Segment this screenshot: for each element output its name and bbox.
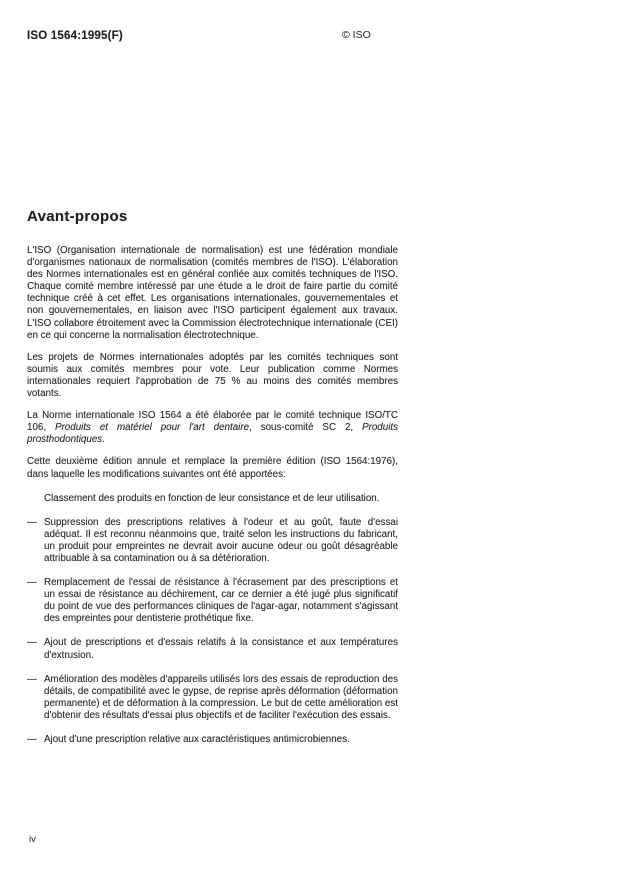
- paragraph-committee: [27, 410, 398, 446]
- paragraph-iso-intro: [27, 245, 398, 342]
- document-reference: ISO 1564:1995(F): [27, 30, 123, 42]
- list-item: [27, 577, 398, 625]
- foreword-section: [27, 207, 398, 758]
- text-segment: , sous-comité SC 2,: [249, 422, 363, 434]
- list-item-text: Ajout d'une prescription relative aux caractéristiques antimicrobiennes.: [44, 734, 350, 745]
- text-segment-italic: Produits et matériel pour l'art dentaire: [55, 422, 250, 434]
- copyright-notice: © ISO: [342, 29, 371, 41]
- list-item-text: Ajout de prescriptions et d'essais relatifs à la consistance et aux températures d'extrusion.: [44, 637, 398, 661]
- list-item-text: Classement des produits en fonction de leur consistance et de leur utilisation.: [44, 492, 380, 504]
- page-number: iv: [29, 834, 36, 845]
- section-title: Avant-propos: [27, 208, 128, 225]
- paragraph-vote: [27, 352, 398, 400]
- list-dash: —: [27, 734, 37, 745]
- text-segment: .: [102, 434, 105, 446]
- text-segment: L'ISO (Organisation internationale de normalisation) est une fédération mondiale d'organismes nationaux de normalisation (comités membres de l'ISO). L'élaboration des Normes internationales est en général confiée aux comités techniques de l'ISO. Chaque comité membre intéressé par une étude a le droit de faire partie du comité technique créé à cet effet. Les organisations internationales, gouvernementales et non gouvernementales, en liaison avec l'ISO participent également aux travaux. L'ISO collabore étroitement avec la Commission électrotechnique internationale (CEI) en ce qui concerne la normalisation électrotechnique.: [27, 245, 398, 341]
- list-item: [27, 637, 398, 661]
- list-dash: [27, 493, 44, 505]
- list-item-text: Remplacement de l'essai de résistance à l'écrasement par des prescriptions et un essai de résistance au déchirement, car ce dernier a été jugé plus significatif du point de vue des performances cliniques de l'agar-agar, notamment s'agissant des empreintes pour dentisterie prothétique fixe.: [44, 577, 398, 625]
- list-item: [27, 674, 398, 722]
- list-dash: —: [27, 516, 37, 528]
- list-dash: —: [27, 673, 37, 685]
- list-dash: —: [27, 577, 37, 589]
- paragraph-second-edition: [27, 456, 398, 480]
- list-item: [27, 734, 398, 746]
- text-segment-italic: Produits prosthodontiques: [27, 422, 399, 446]
- text-segment: Cette deuxième édition annule et remplace la première édition (ISO 1564:1976), dans laquelle les modifications suivantes ont été apportées:: [27, 456, 398, 480]
- list-item-text: Suppression des prescriptions relatives à l'odeur et au goût, faute d'essai adéquat. Il est reconnu néanmoins que, traité selon les instructions du fabricant, un produit pour empreintes ne devrait avoir aucune odeur ou goût désagréable attribuable à sa contamination ou à sa détérioration.: [44, 516, 398, 564]
- list-dash: —: [27, 637, 37, 649]
- list-item: [27, 517, 398, 565]
- list-item-text: Amélioration des modèles d'appareils utilisés lors des essais de reproduction des détails, de compatibilité avec le gypse, de reprise après déformation (déformation permanente) et de déformation à la compression. Le but de cette amélioration est d'obtenir des résultats d'essai plus objectifs et de faciliter l'exécution des essais.: [44, 673, 398, 721]
- text-segment: La Norme internationale ISO 1564 a été élaborée par le comité technique ISO/TC 106,: [27, 410, 398, 434]
- text-segment: Les projets de Normes internationales adoptés par les comités techniques sont soumis aux comités membres pour vote. Leur publication comme Normes internationales requiert l'approbation de 75 % au moins des comités membres votants.: [27, 351, 398, 400]
- list-item: [27, 493, 398, 505]
